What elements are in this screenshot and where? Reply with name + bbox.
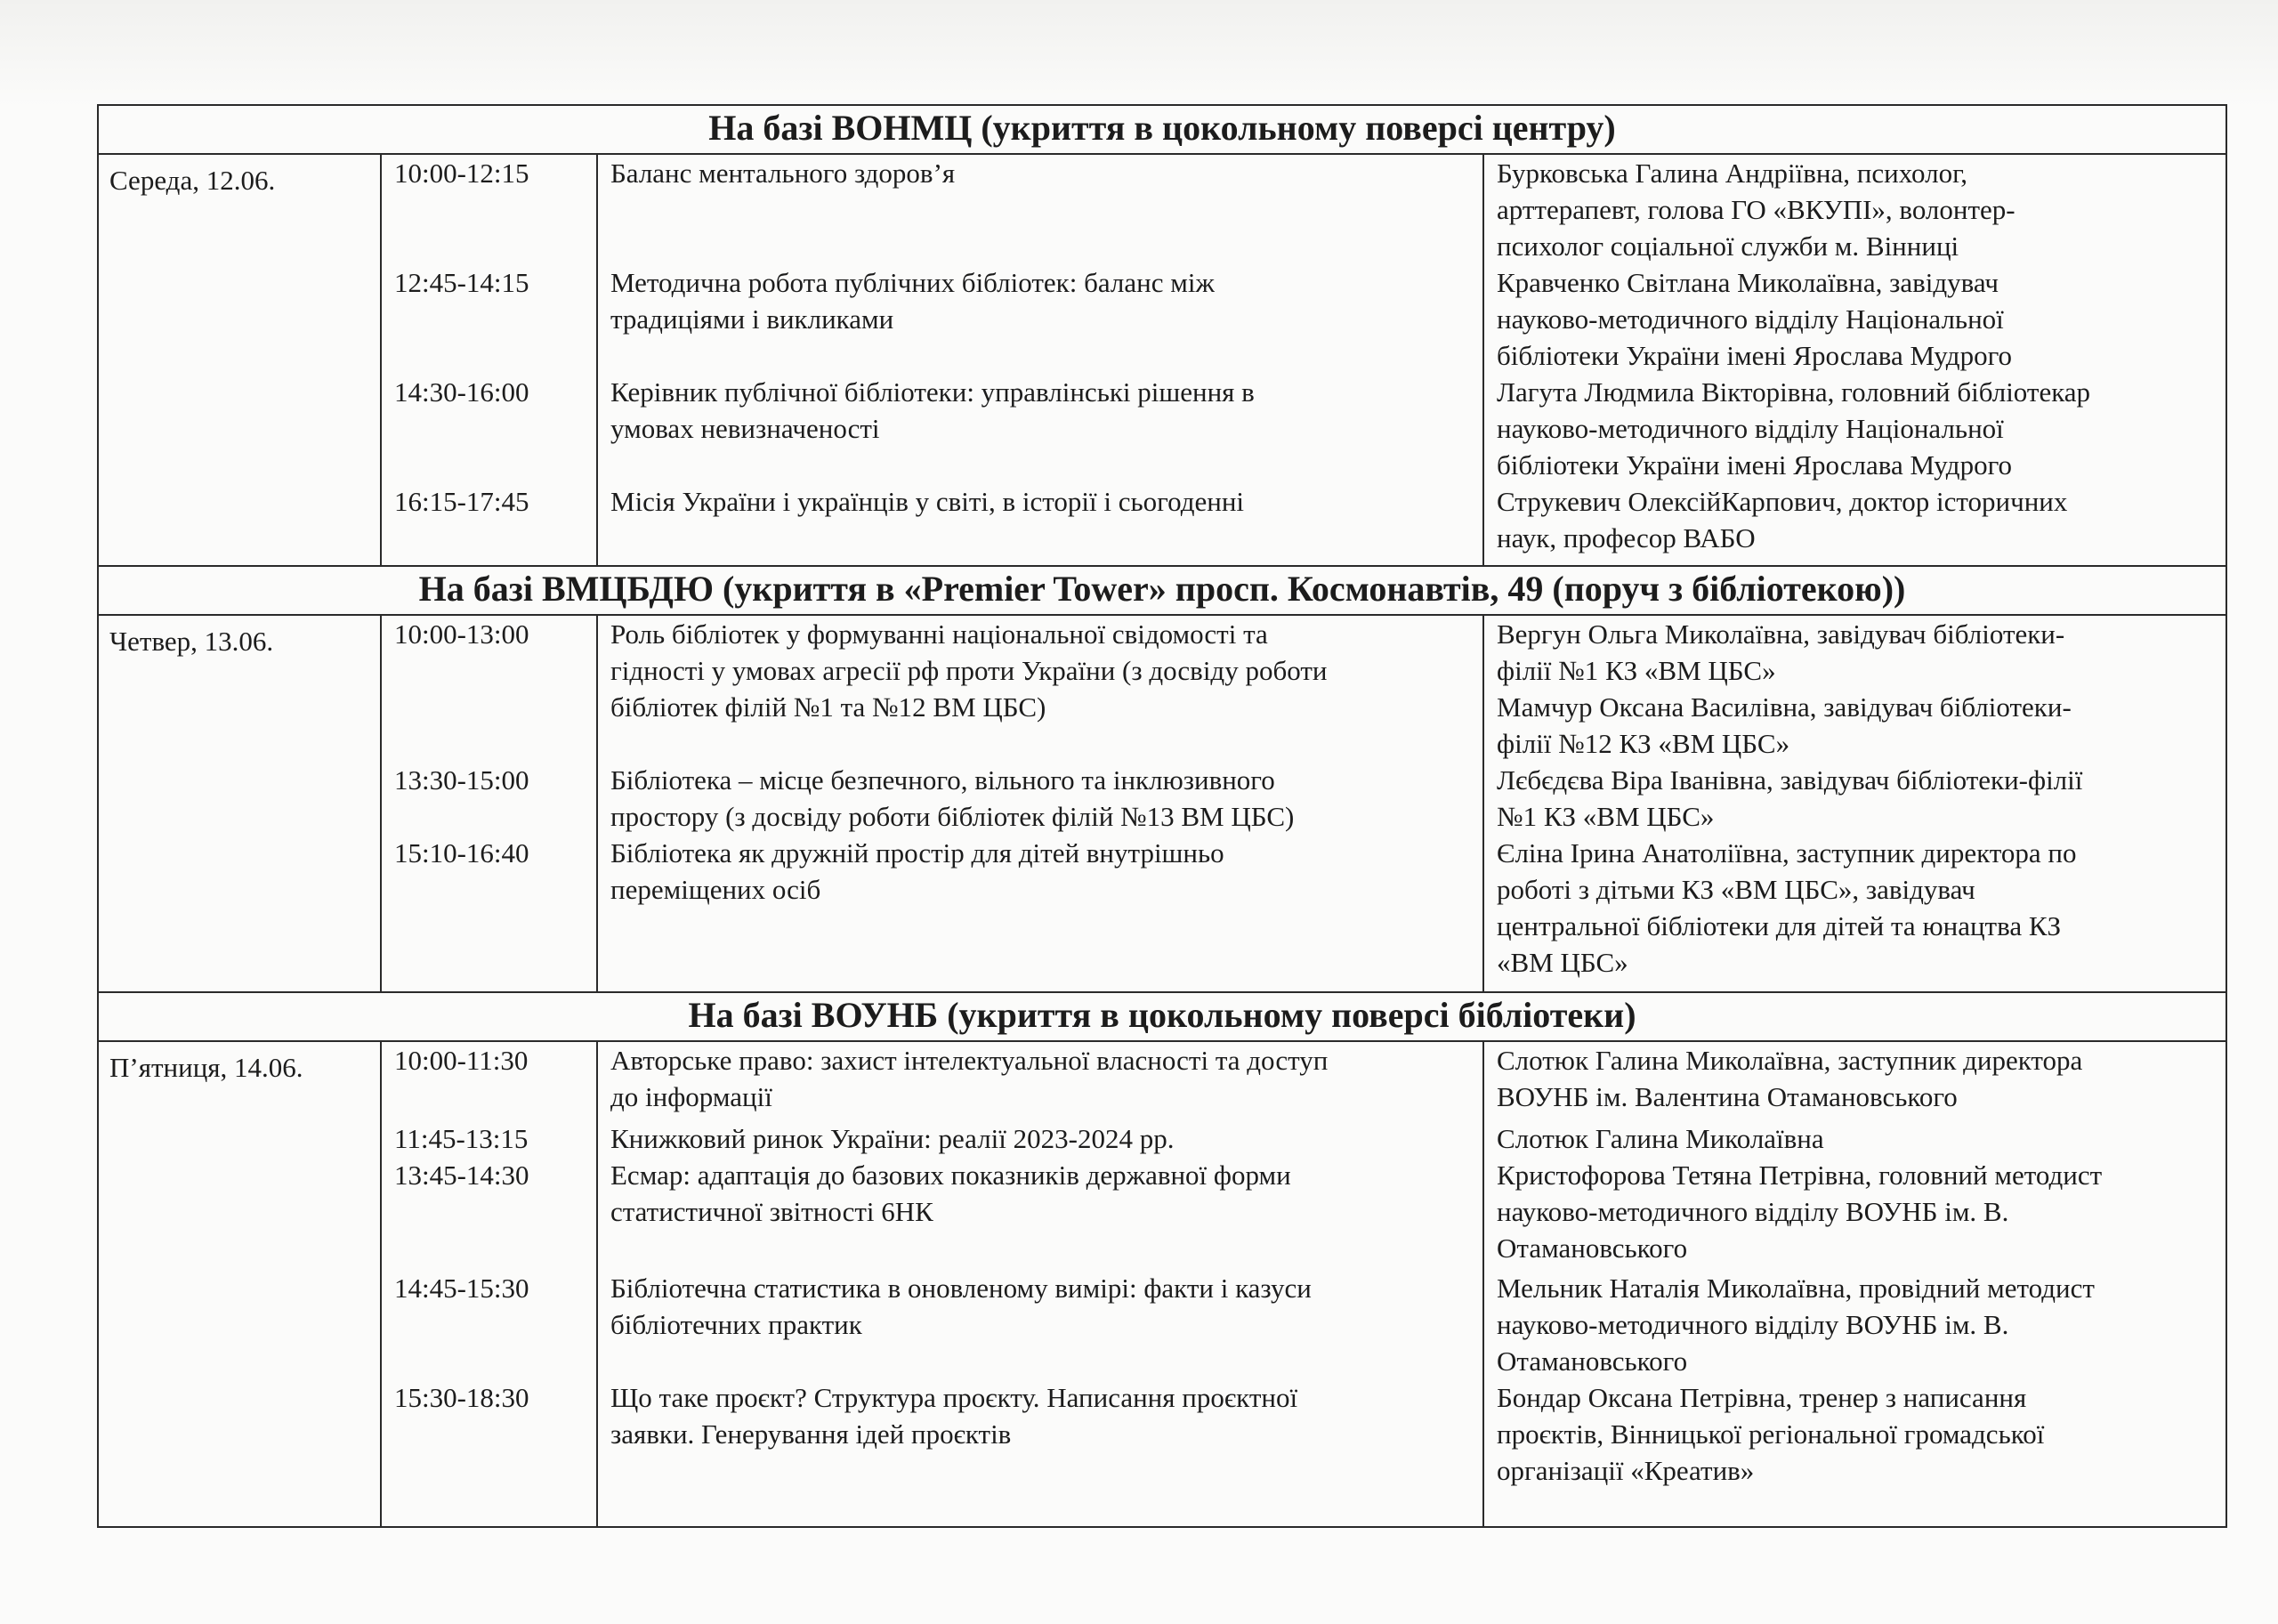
day-label: Четвер, 13.06.	[109, 625, 274, 657]
speaker: Вергун Ольга Миколаївна, завідувач бібліотеки- філії №1 КЗ «ВМ ЦБС» Мамчур Оксана Василівна, завідувач бібліотеки- філії №12 КЗ «ВМ ЦБС»	[1497, 618, 2072, 759]
section-header-row	[98, 105, 2226, 154]
day-cell	[98, 154, 381, 566]
time-slot: 10:00-13:00	[394, 618, 529, 650]
topic: Баланс ментального здоров’я	[610, 158, 956, 190]
time-slot: 16:15-17:45	[394, 486, 529, 518]
topic-cell	[597, 1041, 1483, 1527]
speaker: Бурковська Галина Андріївна, психолог, арттерапевт, голова ГО «ВКУПІ», волонтер- психолог соціальної служби м. Вінниці	[1497, 158, 2015, 263]
time-slot: 10:00-12:15	[394, 158, 529, 190]
time-cell	[381, 1041, 597, 1527]
speaker: Слотюк Галина Миколаївна, заступник директора ВОУНБ ім. Валентина Отамановського	[1497, 1044, 2083, 1112]
section-header-row	[98, 992, 2226, 1041]
time-slot: 14:45-15:30	[394, 1272, 529, 1304]
time-slot: 14:30-16:00	[394, 376, 529, 408]
time-cell	[381, 154, 597, 566]
topic: Бібліотека як дружній простір для дітей внутрішньо переміщених осіб	[610, 836, 1224, 905]
speaker: Струкевич ОлексійКарпович, доктор історичних наук, професор ВАБО	[1497, 486, 2068, 554]
day-row	[98, 615, 2226, 992]
time-slot: 15:30-18:30	[394, 1381, 529, 1413]
section-header-row	[98, 566, 2226, 615]
topic: Бібліотека – місце безпечного, вільного та інклюзивного простору (з досвіду роботи бібліотек філій №13 ВМ ЦБС)	[610, 764, 1295, 832]
speaker: Лагута Людмила Вікторівна, головний бібліотекар науково-методичного відділу Національної бібліотеки України імені Ярослава Мудрого	[1497, 376, 2091, 481]
topic: Керівник публічної бібліотеки: управлінські рішення в умовах невизначеності	[610, 376, 1255, 445]
topic: Авторське право: захист інтелектуальної власності та доступ до інформації	[610, 1044, 1329, 1112]
day-cell	[98, 615, 381, 992]
day-label: П’ятниця, 14.06.	[109, 1051, 303, 1083]
topic: Бібліотечна статистика в оновленому вимірі: факти і казуси бібліотечних практик	[610, 1272, 1312, 1340]
day-row	[98, 154, 2226, 566]
speaker-cell	[1483, 154, 2226, 566]
speaker-cell	[1483, 615, 2226, 992]
topic: Книжковий ринок України: реалії 2023-2024 рр.	[610, 1122, 1175, 1154]
speaker: Мельник Наталія Миколаївна, провідний методист науково-методичного відділу ВОУНБ ім. В. Отамановського	[1497, 1272, 2095, 1377]
topic: Місія України і українців у світі, в історії і сьогоденні	[610, 486, 1245, 518]
topic-cell	[597, 154, 1483, 566]
speaker: Лєбєдєва Віра Іванівна, завідувач бібліотеки-філії №1 КЗ «ВМ ЦБС»	[1497, 764, 2083, 832]
topic: Методична робота публічних бібліотек: баланс між традиціями і викликами	[610, 267, 1215, 335]
day-label: Середа, 12.06.	[109, 165, 276, 197]
time-slot: 13:45-14:30	[394, 1159, 529, 1191]
time-slot: 11:45-13:15	[394, 1122, 529, 1154]
speaker: Слотюк Галина Миколаївна	[1497, 1122, 1824, 1154]
time-slot: 15:10-16:40	[394, 836, 529, 869]
scan-shadow	[0, 0, 2278, 107]
speaker: Кристофорова Тетяна Петрівна, головний методист науково-методичного відділу ВОУНБ ім. В. Отамановського	[1497, 1159, 2103, 1264]
speaker: Кравченко Світлана Миколаївна, завідувач науково-методичного відділу Національної бібліотеки України імені Ярослава Мудрого	[1497, 267, 2013, 372]
time-slot: 13:30-15:00	[394, 764, 529, 796]
topic: Роль бібліотек у формуванні національної свідомості та гідності у умовах агресії рф проти України (з досвіду роботи бібліотек філій №1 та №12 ВМ ЦБС)	[610, 618, 1328, 723]
time-cell	[381, 615, 597, 992]
section-title: На базі ВМЦБДЮ (укриття в «Premier Tower» просп. Космонавтів, 49 (поруч з бібліотекою))	[98, 566, 2226, 615]
day-row	[98, 1041, 2226, 1527]
speaker-cell	[1483, 1041, 2226, 1527]
schedule-table	[97, 104, 2227, 1528]
topic: Есмар: адаптація до базових показників державної форми статистичної звітності 6НК	[610, 1159, 1291, 1227]
time-slot: 10:00-11:30	[394, 1044, 529, 1076]
section-title: На базі ВОУНБ (укриття в цокольному поверсі бібліотеки)	[98, 992, 2226, 1041]
speaker: Єліна Ірина Анатоліївна, заступник директора по роботі з дітьми КЗ «ВМ ЦБС», завідувач центральної бібліотеки для дітей та юнацтва КЗ «ВМ ЦБС»	[1497, 836, 2077, 978]
time-slot: 12:45-14:15	[394, 267, 529, 299]
day-cell	[98, 1041, 381, 1527]
speaker: Бондар Оксана Петрівна, тренер з написання проєктів, Вінницької регіональної громадської організації «Креатив»	[1497, 1381, 2045, 1486]
topic-cell	[597, 615, 1483, 992]
section-title: На базі ВОНМЦ (укриття в цокольному поверсі центру)	[98, 105, 2226, 154]
topic: Що таке проєкт? Структура проєкту. Написання проєктної заявки. Генерування ідей проєктів	[610, 1381, 1298, 1450]
